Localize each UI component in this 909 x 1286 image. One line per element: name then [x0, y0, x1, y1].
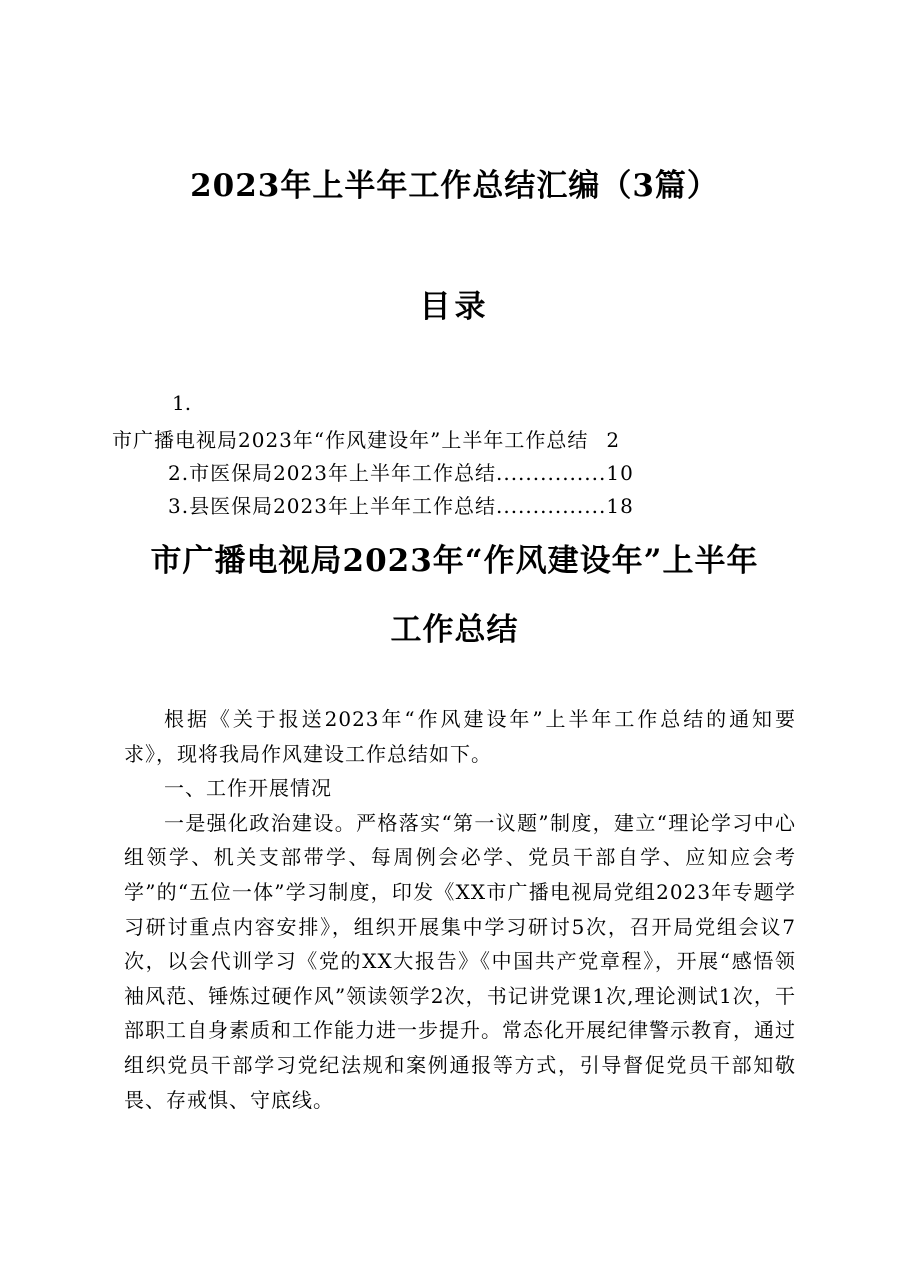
toc-entry-number: 1.	[172, 391, 192, 415]
toc-entry-text: 2.市医保局2023年上半年工作总结...............	[168, 461, 607, 485]
paragraph-political-building: 一是强化政治建设。严格落实“第一议题”制度，建立“理论学习中心组领学、机关支部带学、每周例会必学、党员干部自学、应知应会考学”的“五位一体”学习制度，印发《XX市广播电视局党组2023年专题学习研讨重点内容安排》，组织开展集中学习研讨5次，召开局党组会议7次，以会代训学习《党的XX大报告》《中国共产党章程》，开展“感悟领袖风范、锤炼过硬作风”领读领学2次，书记讲党课1次,理论测试1次，干部职工自身素质和工作能力进一步提升。常态化开展纪律警示教育，通过组织党员干部学习党纪法规和案例通报等方式，引导督促党员干部知敬畏、存戒惧、守底线。	[124, 810, 796, 1112]
section-title-line-1: 市广播电视局2023年“作风建设年”上半年	[150, 543, 759, 579]
subheading-work-status: 一、工作开展情况	[164, 776, 332, 801]
toc-heading: 目录	[419, 289, 490, 325]
toc-entry-2[interactable]	[168, 457, 634, 486]
toc-entry-page: 18	[606, 494, 634, 518]
toc-entry-text: 3.县医保局2023年上半年工作总结...............	[168, 494, 607, 518]
document-title: 2023年上半年工作总结汇编（3篇）	[190, 168, 719, 204]
toc-entry-text: 市广播电视局2023年“作风建设年”上半年工作总结	[112, 428, 589, 452]
toc-entry-page: 2	[606, 428, 621, 452]
paragraph-intro: 根据《关于报送2023年“作风建设年”上半年工作总结的通知要求》，现将我局作风建设工作总结如下。	[124, 707, 796, 766]
section-body	[124, 702, 796, 1117]
toc-entry-1[interactable]	[112, 424, 620, 453]
toc-entry-page: 10	[606, 461, 634, 485]
section-title-line-2: 工作总结	[390, 612, 519, 648]
toc-entry-3[interactable]	[168, 490, 634, 519]
